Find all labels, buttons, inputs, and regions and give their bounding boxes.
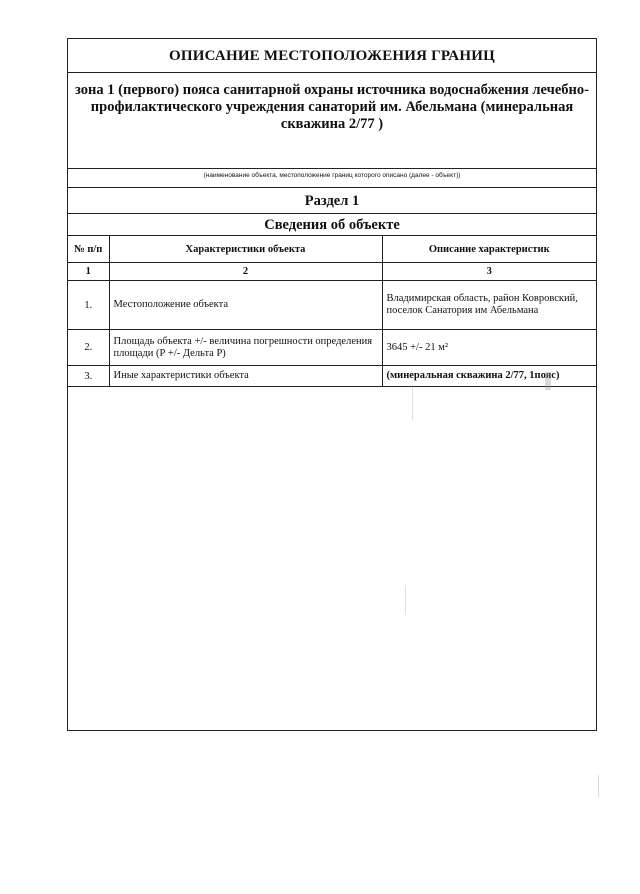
row-value: (минеральная скважина 2/77, 1пояс) [382, 366, 596, 387]
scan-speck [412, 385, 413, 420]
header-description: Описание характеристик [382, 236, 596, 263]
row-label: Местоположение объекта [109, 281, 382, 330]
document-title: ОПИСАНИЕ МЕСТОПОЛОЖЕНИЯ ГРАНИЦ [68, 39, 596, 73]
section-subtitle: Сведения об объекте [68, 214, 596, 236]
header-characteristic: Характеристики объекта [109, 236, 382, 263]
table-row [68, 330, 596, 366]
table-header-row [68, 236, 596, 263]
row-number: 3. [68, 366, 109, 387]
scan-speck [545, 372, 551, 390]
row-number: 1. [68, 281, 109, 330]
table-row [68, 366, 596, 387]
column-number: 3 [382, 263, 596, 281]
table-row [68, 281, 596, 330]
zone-description: зона 1 (первого) пояса санитарной охраны источника водоснабжения лечебно-профилактического учреждения санаторий им. Абельмана (минеральная скважина 2/77 ) [68, 73, 596, 169]
row-label: Иные характеристики объекта [109, 366, 382, 387]
section-title: Раздел 1 [68, 188, 596, 214]
row-label: Площадь объекта +/- величина погрешности определения площади (Р +/- Дельта Р) [109, 330, 382, 366]
column-number-row [68, 263, 596, 281]
object-info-table [68, 236, 596, 387]
row-value: Владимирская область, район Ковровский, поселок Санатория им Абельмана [382, 281, 596, 330]
scan-speck [405, 585, 406, 615]
scan-speck [598, 775, 599, 797]
object-caption: (наименование объекта, местоположение границ которого описано (далее - объект)) [68, 169, 596, 188]
header-number: № п/п [68, 236, 109, 263]
column-number: 1 [68, 263, 109, 281]
column-number: 2 [109, 263, 382, 281]
row-number: 2. [68, 330, 109, 366]
row-value: 3645 +/- 21 м² [382, 330, 596, 366]
document-frame [67, 38, 597, 731]
